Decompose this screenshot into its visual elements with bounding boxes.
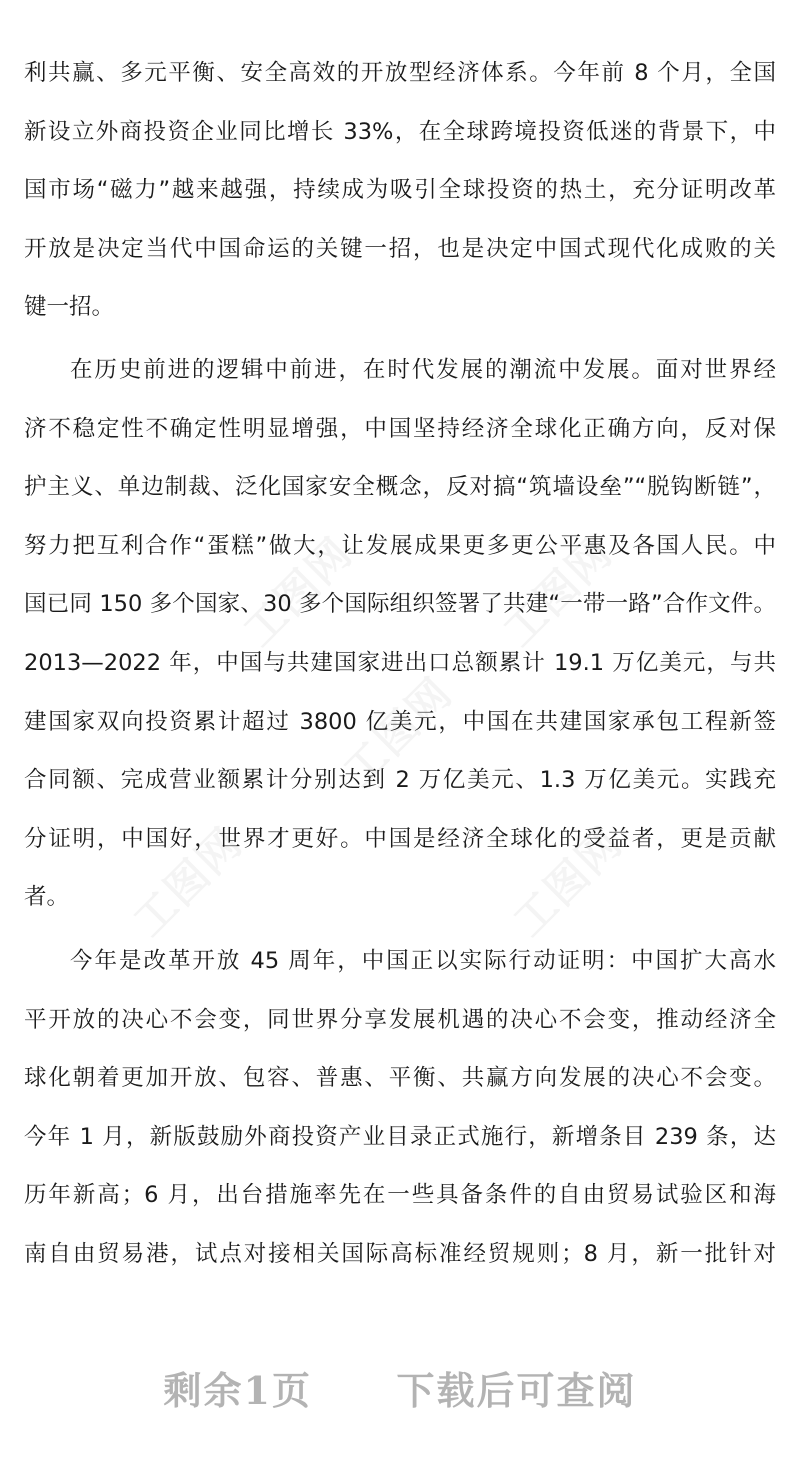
text-line: 2013—2022 年，中国与共建国家进出口总额累计 19.1 万亿美元，与共 bbox=[24, 649, 776, 676]
text-line: 在历史前进的逻辑中前进，在时代发展的潮流中发展。面对世界经 bbox=[70, 357, 776, 383]
text-line: 国市场“磁力”越来越强，持续成为吸引全球投资的热土，充分证明改革 bbox=[24, 177, 776, 204]
text-line: 历年新高；6 月，出台措施率先在一些具备条件的自由贸易试验区和海 bbox=[24, 1182, 776, 1209]
remaining-pages-label: 剩余1页 bbox=[163, 1368, 312, 1413]
text-line: 今年是改革开放 45 周年，中国正以实际行动证明：中国扩大高水 bbox=[70, 948, 776, 974]
download-prompt[interactable] bbox=[0, 1360, 800, 1415]
text-line: 利共赢、多元平衡、安全高效的开放型经济体系。今年前 8 个月，全国 bbox=[24, 60, 776, 86]
paragraph-3 bbox=[24, 932, 776, 1284]
text-line: 国已同 150 多个国家、30 多个国际组织签署了共建“一带一路”合作文件。 bbox=[24, 591, 776, 618]
text-line: 平开放的决心不会变，同世界分享发展机遇的决心不会变，推动经济全 bbox=[24, 1006, 776, 1033]
text-line: 新设立外商投资企业同比增长 33%，在全球跨境投资低迷的背景下，中 bbox=[24, 118, 776, 145]
paragraph-1 bbox=[24, 44, 776, 337]
text-line: 济不稳定性不确定性明显增强，中国坚持经济全球化正确方向，反对保 bbox=[24, 415, 776, 442]
download-to-view-label: 下载后可查阅 bbox=[396, 1368, 637, 1413]
text-line: 建国家双向投资累计超过 3800 亿美元，中国在共建国家承包工程新签 bbox=[24, 708, 776, 735]
text-line: 球化朝着更加开放、包容、普惠、平衡、共赢方向发展的决心不会变。 bbox=[24, 1065, 776, 1092]
text-line: 今年 1 月，新版鼓励外商投资产业目录正式施行，新增条目 239 条，达 bbox=[24, 1123, 776, 1150]
text-line: 开放是决定当代中国命运的关键一招，也是决定中国式现代化成败的关 bbox=[24, 235, 776, 262]
text-line: 分证明，中国好，世界才更好。中国是经济全球化的受益者，更是贡献 bbox=[24, 825, 776, 852]
text-line: 努力把互利合作“蛋糕”做大，让发展成果更多更公平惠及各国人民。中 bbox=[24, 532, 776, 559]
text-line: 南自由贸易港，试点对接相关国际高标准经贸规则；8 月，新一批针对 bbox=[24, 1240, 776, 1267]
text-line: 键一招。 bbox=[24, 294, 115, 321]
text-line: 合同额、完成营业额累计分别达到 2 万亿美元、1.3 万亿美元。实践充 bbox=[24, 767, 776, 794]
paragraph-2 bbox=[24, 341, 776, 927]
text-line: 者。 bbox=[24, 884, 70, 911]
text-line: 护主义、单边制裁、泛化国家安全概念，反对搞“筑墙设垒”“脱钩断链”， bbox=[24, 474, 776, 501]
